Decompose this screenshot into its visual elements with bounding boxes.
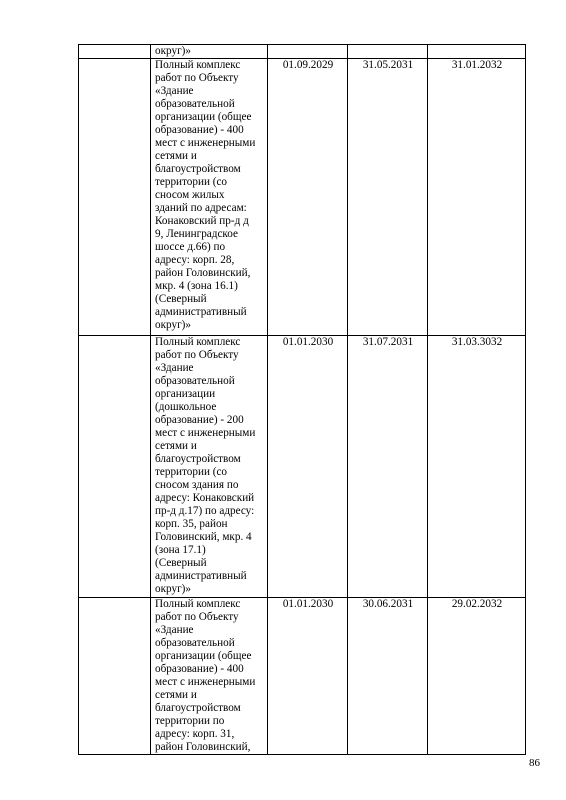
commissioning-date-cell [428, 45, 526, 59]
table-row [79, 45, 526, 59]
work-description-cell: Полный комплекс работ по Объекту «Здание образовательной организации (общее образование) - 400 мест с инженерными сетями и благоустройством территории по адресу: корп. 31, район Головинский, [151, 598, 268, 755]
table-row [79, 336, 526, 598]
row-index-cell [79, 336, 151, 598]
table-row [79, 59, 526, 336]
work-description-cell: округ)» [151, 45, 268, 59]
end-date-cell: 30.06.2031 [348, 598, 428, 755]
work-description-cell: Полный комплекс работ по Объекту «Здание образовательной организации (дошкольное образование) - 200 мест с инженерными сетями и благоустройством территории (со сносом здания по адресу: Конаковский пр-д д.17) по адресу: корп. 35, район Головинский, мкр. 4 (зона 17.1) (Северный административный округ)» [151, 336, 268, 598]
end-date-cell: 31.07.2031 [348, 336, 428, 598]
row-index-cell [79, 59, 151, 336]
start-date-cell: 01.01.2030 [268, 336, 348, 598]
commissioning-date-cell: 29.02.2032 [428, 598, 526, 755]
start-date-cell [268, 45, 348, 59]
end-date-cell [348, 45, 428, 59]
table-row [79, 598, 526, 755]
end-date-cell: 31.05.2031 [348, 59, 428, 336]
start-date-cell: 01.01.2030 [268, 598, 348, 755]
commissioning-date-cell: 31.01.2032 [428, 59, 526, 336]
row-index-cell [79, 598, 151, 755]
page-number: 86 [529, 757, 540, 769]
schedule-table [78, 44, 526, 755]
work-description-cell: Полный комплекс работ по Объекту «Здание образовательной организации (общее образование) - 400 мест с инженерными сетями и благоустройством территории (со сносом жилых зданий по адресам: Конаковский пр-д д 9, Ленинградское шоссе д.66) по адресу: корп. 28, район Головинский, мкр. 4 (зона 16.1) (Северный административный округ)» [151, 59, 268, 336]
commissioning-date-cell: 31.03.3032 [428, 336, 526, 598]
row-index-cell [79, 45, 151, 59]
start-date-cell: 01.09.2029 [268, 59, 348, 336]
